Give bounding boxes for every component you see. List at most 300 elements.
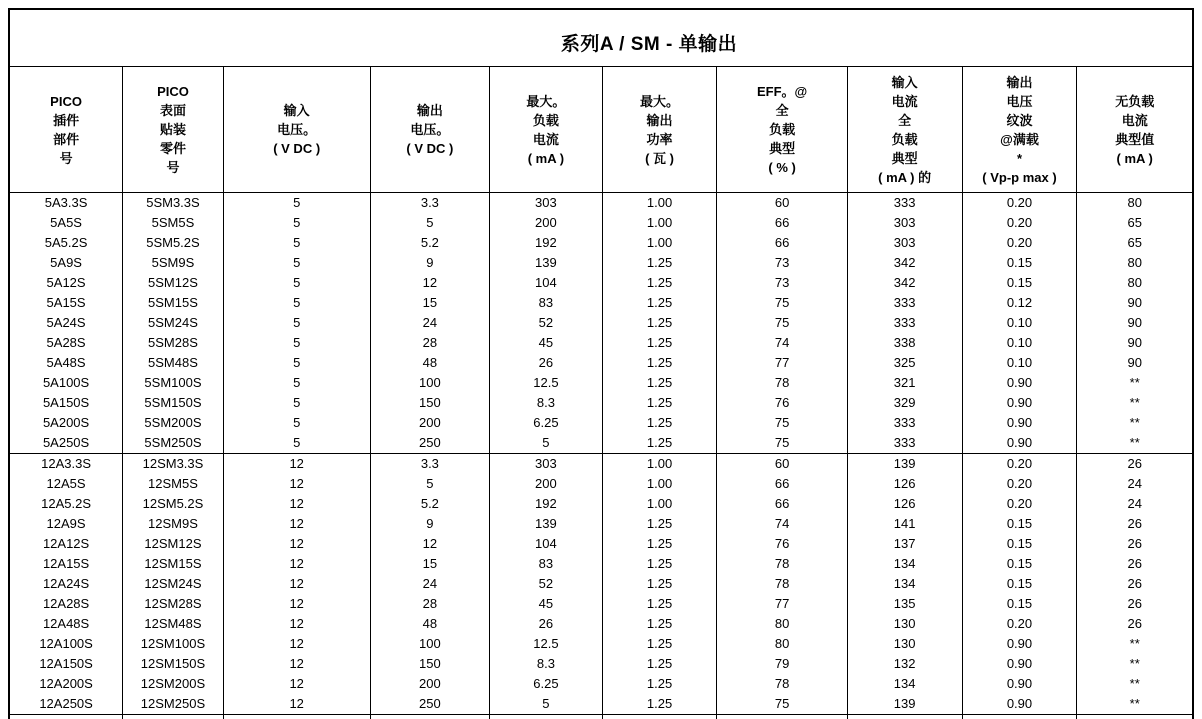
table-cell: 52 — [490, 574, 602, 594]
header-line: 插件 — [53, 112, 80, 128]
table-title-cell — [9, 9, 1193, 67]
table-cell: 66 — [717, 213, 847, 233]
table-cell: 3.3 — [370, 193, 490, 214]
table-cell: 73 — [717, 253, 847, 273]
table-cell: 75 — [717, 433, 847, 454]
table-cell: ** — [1077, 433, 1193, 454]
table-cell: 12 — [223, 474, 370, 494]
table-cell: 5 — [223, 253, 370, 273]
table-cell: 6.25 — [490, 413, 602, 433]
table-cell: 26 — [1077, 514, 1193, 534]
table-cell: 12A250S — [9, 694, 123, 715]
header-line: ( Vp-p max ) — [982, 169, 1057, 185]
table-cell: 5 — [223, 193, 370, 214]
table-cell: 104 — [490, 273, 602, 293]
table-row — [9, 554, 1193, 574]
table-cell: 5 — [490, 694, 602, 715]
header-line: 负载 — [769, 122, 796, 137]
table-cell: 12 — [223, 514, 370, 534]
table-cell: 130 — [847, 634, 962, 654]
table-cell: 329 — [847, 393, 962, 413]
table-row — [9, 634, 1193, 654]
table-cell: 1.00 — [602, 233, 717, 253]
table-cell: 12SM3.3S — [123, 454, 224, 475]
header-line: 典型 — [769, 141, 796, 156]
header-line: 功率 — [646, 131, 673, 147]
table-cell: 303 — [490, 193, 602, 214]
table-row — [9, 373, 1193, 393]
table-cell: 5SM48S — [123, 353, 224, 373]
table-cell: 325 — [847, 353, 962, 373]
table-cell: 0.20 — [962, 614, 1077, 634]
header-line: * — [1016, 150, 1023, 166]
table-cell: 5SM28S — [123, 333, 224, 353]
table-cell: 0.10 — [962, 333, 1077, 353]
table-cell: 5A5S — [9, 213, 123, 233]
table-row — [9, 494, 1193, 514]
table-cell: 90 — [1077, 353, 1193, 373]
table-row — [9, 393, 1193, 413]
table-cell: 139 — [847, 694, 962, 715]
table-cell: 26 — [1077, 614, 1193, 634]
table-cell: 65 — [1077, 213, 1193, 233]
table-row — [9, 233, 1193, 253]
table-cell: 5SM12S — [123, 273, 224, 293]
table-cell — [223, 715, 370, 719]
header-line: ( mA ) — [1116, 150, 1153, 166]
table-cell: 28 — [370, 333, 490, 353]
table-row — [9, 213, 1193, 233]
table-cell: 5 — [370, 213, 490, 233]
table-cell: 3.3 — [370, 454, 490, 475]
table-cell — [490, 715, 602, 719]
table-cell: 76 — [717, 534, 847, 554]
table-cell: 200 — [490, 213, 602, 233]
table-cell: 12SM15S — [123, 554, 224, 574]
table-cell: ** — [1077, 393, 1193, 413]
table-cell: 12A100S — [9, 634, 123, 654]
table-row-partial — [9, 715, 1193, 719]
header-line: 纹波 — [1006, 112, 1033, 128]
table-cell: 333 — [847, 313, 962, 333]
table-cell: 12A15S — [9, 554, 123, 574]
table-cell: 134 — [847, 554, 962, 574]
table-cell: 5A250S — [9, 433, 123, 454]
table-cell: 303 — [847, 213, 962, 233]
table-cell: 0.15 — [962, 253, 1077, 273]
table-cell: 5A150S — [9, 393, 123, 413]
table-cell: 12 — [223, 454, 370, 475]
table-row — [9, 694, 1193, 715]
table-cell: 12.5 — [490, 634, 602, 654]
table-cell: 78 — [717, 554, 847, 574]
table-cell: 80 — [1077, 273, 1193, 293]
table-cell: 1.25 — [602, 534, 717, 554]
table-cell: 12 — [223, 594, 370, 614]
table-cell: 1.25 — [602, 293, 717, 313]
table-cell: 5SM100S — [123, 373, 224, 393]
col-header-no-load-current-typ — [1077, 67, 1193, 193]
table-cell: ** — [1077, 674, 1193, 694]
table-cell: ** — [1077, 694, 1193, 715]
table-cell: 150 — [370, 654, 490, 674]
table-cell: 12SM9S — [123, 514, 224, 534]
header-line: PICO — [157, 84, 189, 99]
table-cell: 77 — [717, 594, 847, 614]
table-cell — [717, 715, 847, 719]
table-cell: 0.90 — [962, 393, 1077, 413]
table-cell: 76 — [717, 393, 847, 413]
table-cell: 141 — [847, 514, 962, 534]
table-cell: 5A24S — [9, 313, 123, 333]
table-cell: 1.25 — [602, 353, 717, 373]
header-line: 输出 — [646, 112, 673, 128]
table-cell: 12A150S — [9, 654, 123, 674]
table-cell: 1.25 — [602, 694, 717, 715]
table-cell: 12A3.3S — [9, 454, 123, 475]
header-line: 表面 — [159, 103, 186, 118]
table-cell: 1.25 — [602, 373, 717, 393]
table-row — [9, 574, 1193, 594]
table-cell: 8.3 — [490, 654, 602, 674]
header-line: 负载 — [891, 131, 918, 147]
table-cell: 5SM150S — [123, 393, 224, 413]
table-row — [9, 654, 1193, 674]
header-line: PICO — [50, 93, 82, 109]
table-cell: 12 — [223, 674, 370, 694]
table-cell: 1.25 — [602, 594, 717, 614]
table-cell — [847, 715, 962, 719]
table-row — [9, 674, 1193, 694]
table-cell — [123, 715, 224, 719]
table-cell: 0.20 — [962, 494, 1077, 514]
table-cell: 250 — [370, 694, 490, 715]
header-line: 负载 — [532, 112, 559, 128]
header-line: 最大。 — [526, 93, 566, 109]
table-cell: 1.25 — [602, 273, 717, 293]
table-cell: 139 — [490, 514, 602, 534]
table-row — [9, 614, 1193, 634]
table-cell: 342 — [847, 253, 962, 273]
table-cell: 5 — [223, 273, 370, 293]
table-cell: 66 — [717, 233, 847, 253]
table-cell: 74 — [717, 514, 847, 534]
table-cell: 74 — [717, 333, 847, 353]
table-cell: 12 — [223, 534, 370, 554]
table-cell: 126 — [847, 474, 962, 494]
table-cell: 1.25 — [602, 433, 717, 454]
header-line: 最大。 — [640, 93, 680, 109]
table-cell: 5SM15S — [123, 293, 224, 313]
table-cell: 73 — [717, 273, 847, 293]
table-cell: 75 — [717, 694, 847, 715]
table-cell: 1.25 — [602, 514, 717, 534]
table-row — [9, 514, 1193, 534]
table-cell: 12SM48S — [123, 614, 224, 634]
table-cell — [1077, 715, 1193, 719]
table-row — [9, 594, 1193, 614]
table-cell: 12A5.2S — [9, 494, 123, 514]
table-cell: ** — [1077, 373, 1193, 393]
table-cell — [9, 715, 123, 719]
table-cell: 12.5 — [490, 373, 602, 393]
table-cell: 333 — [847, 413, 962, 433]
table-cell: 0.15 — [962, 574, 1077, 594]
table-cell: 5A100S — [9, 373, 123, 393]
table-cell: 75 — [717, 313, 847, 333]
table-cell: 12 — [223, 494, 370, 514]
header-line: @满载 — [1000, 131, 1039, 147]
table-cell: 75 — [717, 293, 847, 313]
table-cell: 5 — [223, 213, 370, 233]
header-line: 无负载 — [1115, 93, 1155, 109]
header-line: ( mA ) — [527, 150, 565, 166]
col-header-input-current-full-load-typ — [847, 67, 962, 193]
table-row — [9, 313, 1193, 333]
table-cell: 1.25 — [602, 554, 717, 574]
table-cell: 5SM250S — [123, 433, 224, 454]
partial-next-section — [9, 715, 1193, 719]
header-line: 输入 — [891, 74, 918, 90]
col-header-output-voltage-ripple — [962, 67, 1077, 193]
table-cell: 12A12S — [9, 534, 123, 554]
table-cell: 1.25 — [602, 654, 717, 674]
table-cell: 12A5S — [9, 474, 123, 494]
table-cell: 5 — [223, 433, 370, 454]
table-section-12v-input-group — [9, 454, 1193, 715]
table-cell: 134 — [847, 674, 962, 694]
table-cell: 303 — [490, 454, 602, 475]
table-cell: 26 — [1077, 574, 1193, 594]
table-cell: 100 — [370, 634, 490, 654]
table-cell: 104 — [490, 534, 602, 554]
table-cell: 0.12 — [962, 293, 1077, 313]
table-cell: 192 — [490, 233, 602, 253]
table-cell: 12 — [370, 273, 490, 293]
title-row — [9, 9, 1193, 67]
table-cell: 12 — [370, 534, 490, 554]
col-header-input-voltage — [223, 67, 370, 193]
table-cell: ** — [1077, 413, 1193, 433]
table-cell: 200 — [370, 674, 490, 694]
table-cell: 12SM28S — [123, 594, 224, 614]
table-cell: 45 — [490, 594, 602, 614]
table-cell: 12SM200S — [123, 674, 224, 694]
table-cell: 5A48S — [9, 353, 123, 373]
header-line: 电压 — [1006, 93, 1033, 109]
table-cell: 9 — [370, 514, 490, 534]
table-cell: 12SM24S — [123, 574, 224, 594]
table-cell: 321 — [847, 373, 962, 393]
header-line: ( V DC ) — [273, 141, 321, 156]
table-cell: 0.90 — [962, 654, 1077, 674]
table-cell: 24 — [370, 313, 490, 333]
table-cell: 80 — [717, 614, 847, 634]
table-cell: 150 — [370, 393, 490, 413]
table-cell: ** — [1077, 634, 1193, 654]
page-title: 系列A / SM - 单输出 — [560, 33, 738, 55]
header-line: 电压。 — [410, 122, 450, 137]
table-cell: 26 — [490, 614, 602, 634]
table-cell: 12SM100S — [123, 634, 224, 654]
table-cell: 66 — [717, 494, 847, 514]
table-cell: 12A24S — [9, 574, 123, 594]
table-cell: 6.25 — [490, 674, 602, 694]
table-cell: 1.00 — [602, 474, 717, 494]
table-cell: 5SM3.3S — [123, 193, 224, 214]
table-cell: 5 — [223, 293, 370, 313]
table-cell: 26 — [1077, 554, 1193, 574]
table-cell: 5 — [223, 413, 370, 433]
table-cell: 0.90 — [962, 634, 1077, 654]
table-cell: 90 — [1077, 293, 1193, 313]
table-cell: 78 — [717, 574, 847, 594]
table-cell: 78 — [717, 373, 847, 393]
table-row — [9, 293, 1193, 313]
table-cell: 0.15 — [962, 514, 1077, 534]
table-cell: 26 — [1077, 454, 1193, 475]
col-header-pico-surface-mount-part-no — [123, 67, 224, 193]
table-cell: 333 — [847, 293, 962, 313]
table-cell: 0.15 — [962, 554, 1077, 574]
table-cell: 5SM200S — [123, 413, 224, 433]
table-cell: 5 — [223, 393, 370, 413]
table-cell: 5A5.2S — [9, 233, 123, 253]
table-cell: 0.15 — [962, 273, 1077, 293]
table-cell: 12SM5S — [123, 474, 224, 494]
table-row — [9, 433, 1193, 454]
table-cell: 15 — [370, 554, 490, 574]
table-cell: 24 — [1077, 474, 1193, 494]
table-cell: 83 — [490, 293, 602, 313]
table-cell: 0.90 — [962, 674, 1077, 694]
table-cell: 0.20 — [962, 233, 1077, 253]
table-cell: 12A9S — [9, 514, 123, 534]
table-cell: 5.2 — [370, 494, 490, 514]
table-row — [9, 353, 1193, 373]
table-cell: 12 — [223, 614, 370, 634]
col-header-max-output-power — [602, 67, 717, 193]
table-cell: 79 — [717, 654, 847, 674]
table-cell: 60 — [717, 454, 847, 475]
table-cell: 75 — [717, 413, 847, 433]
table-cell: 0.10 — [962, 313, 1077, 333]
table-row — [9, 273, 1193, 293]
table-cell: 5A15S — [9, 293, 123, 313]
table-cell: 45 — [490, 333, 602, 353]
table-cell: 12SM12S — [123, 534, 224, 554]
table-cell: 338 — [847, 333, 962, 353]
table-cell: 0.15 — [962, 534, 1077, 554]
table-cell: 28 — [370, 594, 490, 614]
table-cell: 1.00 — [602, 213, 717, 233]
table-cell: 333 — [847, 433, 962, 454]
table-cell: 1.25 — [602, 634, 717, 654]
table-cell: 26 — [1077, 594, 1193, 614]
table-cell: 5SM5.2S — [123, 233, 224, 253]
table-cell: 65 — [1077, 233, 1193, 253]
header-line: ( V DC ) — [406, 141, 454, 156]
table-cell: 5 — [223, 373, 370, 393]
spec-table — [8, 8, 1194, 719]
table-cell: 130 — [847, 614, 962, 634]
table-cell: 12 — [223, 634, 370, 654]
table-cell: 0.20 — [962, 193, 1077, 214]
table-cell: 12 — [223, 574, 370, 594]
table-cell: 60 — [717, 193, 847, 214]
table-cell: 90 — [1077, 333, 1193, 353]
table-cell — [370, 715, 490, 719]
header-row — [9, 67, 1193, 193]
table-cell: 1.25 — [602, 674, 717, 694]
table-cell: 0.20 — [962, 454, 1077, 475]
table-cell: 80 — [1077, 193, 1193, 214]
table-cell: 132 — [847, 654, 962, 674]
table-cell: 5 — [370, 474, 490, 494]
table-cell: 12SM5.2S — [123, 494, 224, 514]
table-cell: 12A200S — [9, 674, 123, 694]
table-cell: 12 — [223, 554, 370, 574]
header-line: 部件 — [53, 131, 80, 147]
table-cell: 0.90 — [962, 433, 1077, 454]
table-cell: 333 — [847, 193, 962, 214]
header-line: ( 瓦 ) — [645, 150, 674, 166]
table-cell: 5 — [223, 333, 370, 353]
table-cell: 12SM250S — [123, 694, 224, 715]
table-cell — [602, 715, 717, 719]
table-cell: 12 — [223, 694, 370, 715]
table-cell: 80 — [717, 634, 847, 654]
table-cell: 1.00 — [602, 193, 717, 214]
table-cell: 12A28S — [9, 594, 123, 614]
table-cell: 192 — [490, 494, 602, 514]
table-cell: 5SM9S — [123, 253, 224, 273]
table-cell: 5SM5S — [123, 213, 224, 233]
table-cell: 342 — [847, 273, 962, 293]
header-line: 号 — [59, 150, 73, 166]
table-cell: 26 — [490, 353, 602, 373]
table-cell: 200 — [490, 474, 602, 494]
header-line: ( mA ) 的 — [878, 169, 932, 185]
table-cell: 12 — [223, 654, 370, 674]
table-cell: 78 — [717, 674, 847, 694]
table-cell: 200 — [370, 413, 490, 433]
table-cell: 5 — [223, 313, 370, 333]
table-cell: 250 — [370, 433, 490, 454]
table-cell: 139 — [847, 454, 962, 475]
header-line: 电压。 — [277, 122, 317, 137]
table-cell: 135 — [847, 594, 962, 614]
header-line: 输出 — [1006, 74, 1033, 90]
table-cell: 0.20 — [962, 474, 1077, 494]
table-cell: 26 — [1077, 534, 1193, 554]
table-cell: 48 — [370, 614, 490, 634]
table-cell: 100 — [370, 373, 490, 393]
header-line: 典型值 — [1115, 131, 1155, 147]
header-line: 贴装 — [159, 122, 186, 137]
table-cell: 0.90 — [962, 373, 1077, 393]
header-line: EFF。@ — [756, 84, 808, 99]
table-cell: 24 — [1077, 494, 1193, 514]
table-cell: 1.25 — [602, 574, 717, 594]
table-cell: 5 — [223, 353, 370, 373]
table-row — [9, 454, 1193, 475]
table-cell: ** — [1077, 654, 1193, 674]
table-cell: 66 — [717, 474, 847, 494]
table-cell: 5 — [223, 233, 370, 253]
table-cell: 5A28S — [9, 333, 123, 353]
table-cell: 5 — [490, 433, 602, 454]
